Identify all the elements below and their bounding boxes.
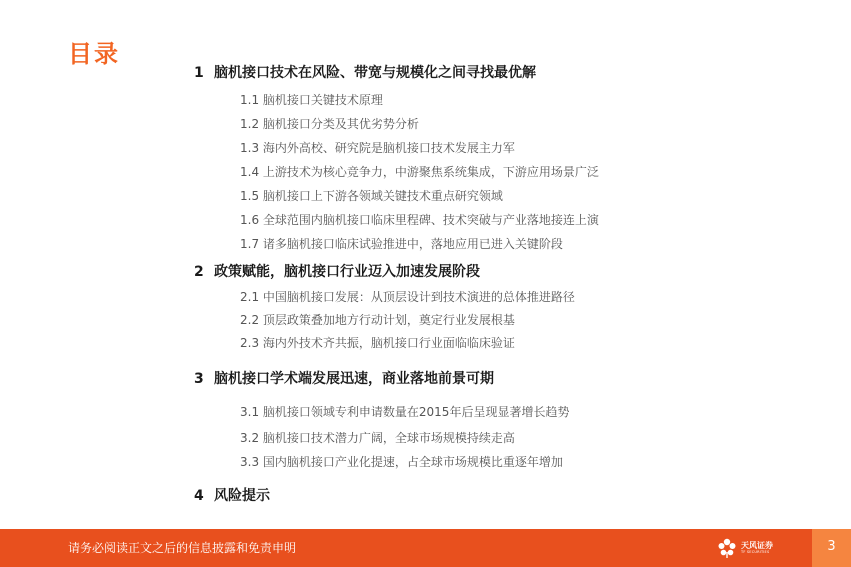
company-logo xyxy=(716,537,773,559)
toc-title: 目录 xyxy=(68,40,120,68)
toc-item-1-4[interactable]: 1.4 上游技术为核心竞争力，中游聚焦系统集成，下游应用场景广泛 xyxy=(240,165,599,179)
section-title: 风险提示 xyxy=(214,488,270,504)
page-number: 3 xyxy=(827,539,836,554)
toc-item-1-2[interactable]: 1.2 脑机接口分类及其优劣势分析 xyxy=(240,117,419,131)
toc-item-2-1[interactable]: 2.1 中国脑机接口发展：从顶层设计到技术演进的总体推进路径 xyxy=(240,290,575,304)
toc-item-1-6[interactable]: 1.6 全球范围内脑机接口临床里程碑、技术突破与产业落地接连上演 xyxy=(240,213,599,227)
flower-logo-icon xyxy=(716,537,738,559)
toc-item-3-1[interactable]: 3.1 脑机接口领域专利申请数量在2015年后呈现显著增长趋势 xyxy=(240,405,570,419)
section-1-heading[interactable] xyxy=(194,62,536,82)
section-2-heading[interactable] xyxy=(194,261,480,281)
toc-item-1-7[interactable]: 1.7 诸多脑机接口临床试验推进中，落地应用已进入关键阶段 xyxy=(240,237,563,251)
section-number: 4 xyxy=(194,488,204,504)
footer-bar xyxy=(0,529,851,567)
logo-chinese-name: 天风证券 xyxy=(741,540,773,550)
toc-item-2-2[interactable]: 2.2 顶层政策叠加地方行动计划，奠定行业发展根基 xyxy=(240,313,515,327)
toc-item-1-5[interactable]: 1.5 脑机接口上下游各领域关键技术重点研究领域 xyxy=(240,189,503,203)
section-title: 政策赋能，脑机接口行业迈入加速发展阶段 xyxy=(214,264,480,280)
toc-item-1-3[interactable]: 1.3 海内外高校、研究院是脑机接口技术发展主力军 xyxy=(240,141,515,155)
toc-item-3-3[interactable]: 3.3 国内脑机接口产业化提速，占全球市场规模比重逐年增加 xyxy=(240,455,563,469)
section-title: 脑机接口技术在风险、带宽与规模化之间寻找最优解 xyxy=(214,65,536,81)
section-number: 1 xyxy=(194,65,204,81)
toc-item-1-1[interactable]: 1.1 脑机接口关键技术原理 xyxy=(240,93,383,107)
section-title: 脑机接口学术端发展迅速，商业落地前景可期 xyxy=(214,371,494,387)
section-number: 2 xyxy=(194,264,204,280)
logo-english-name: TF SECURITIES xyxy=(741,549,770,554)
section-number: 3 xyxy=(194,371,204,387)
toc-item-2-3[interactable]: 2.3 海内外技术齐共振，脑机接口行业面临临床验证 xyxy=(240,336,515,350)
section-3-heading[interactable] xyxy=(194,368,494,388)
toc-item-3-2[interactable]: 3.2 脑机接口技术潜力广阔，全球市场规模持续走高 xyxy=(240,431,515,445)
section-4-heading[interactable] xyxy=(194,485,270,505)
footer-disclaimer: 请务必阅读正文之后的信息披露和免责申明 xyxy=(68,541,297,555)
page-number-box xyxy=(812,529,851,567)
